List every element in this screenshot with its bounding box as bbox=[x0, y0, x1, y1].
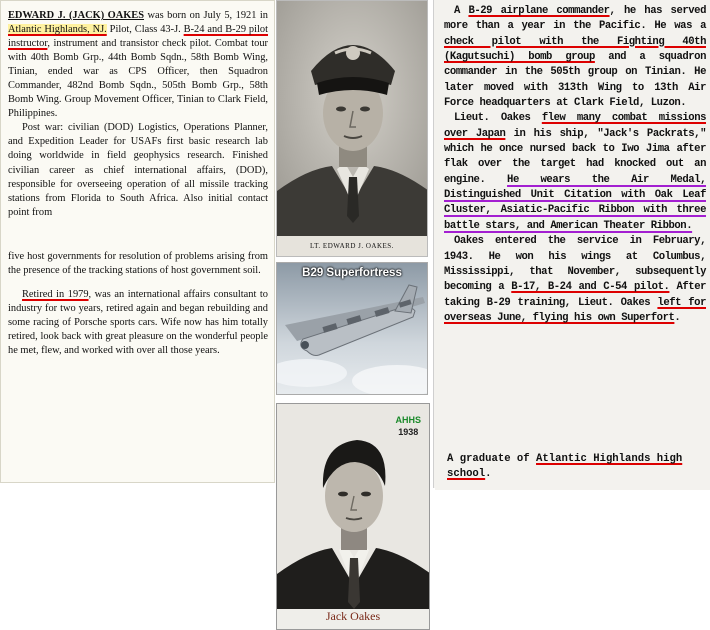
bio-paragraph-3: five host governments for resolution of problems arising from the presence of the tracking stations of host government soil. bbox=[8, 250, 268, 276]
medals-highlight: He wears the Air Medal, Distinguished Unit Citation with Oak Leaf Cluster, Asiatic-Pacific Ribbon with three battle stars, and American Theater Ribbon. bbox=[444, 173, 706, 232]
portrait-image bbox=[277, 1, 428, 236]
check-pilot-highlight: check pilot with the Fighting 40th (Kagutsuchi) bomb group bbox=[444, 35, 706, 64]
commander-highlight: B-29 airplane commander bbox=[468, 5, 610, 17]
biography-clipping bbox=[0, 0, 275, 483]
yearbook-photo bbox=[276, 403, 430, 630]
bio-paragraph-4: Retired in 1979, was an international affairs consultant to industry for two years, retired again and began rebuilding and some racing of Porsche sports cars. Wife now has him totally retired, look back with great pleasure on the wonderful people he met, flew, and worked with over all those years. bbox=[8, 288, 268, 356]
b29-photo bbox=[276, 262, 428, 395]
portrait-caption: LT. EDWARD J. OAKES. bbox=[310, 242, 394, 250]
portrait-photo bbox=[276, 0, 428, 257]
graduate-note bbox=[435, 444, 710, 490]
news-paragraph-3: Oakes entered the service in February, 1943. He won his wings at Columbus, Mississippi, that November, subsequently becoming a B-17, B-24 and C-54 pilot. After taking B-29 training, Lieut. Oakes left for overseas June, flying his own Superfort. bbox=[444, 235, 707, 324]
news-paragraph-4: A graduate of Atlantic Highlands high school. bbox=[447, 453, 683, 480]
school-highlight: Atlantic Highlands high school bbox=[447, 453, 683, 480]
b29-label: B29 Superfortress bbox=[302, 267, 402, 279]
overseas-highlight: left for overseas June, flying his own Superfort bbox=[444, 296, 706, 324]
subject-name: EDWARD J. (JACK) OAKES bbox=[8, 10, 145, 21]
bio-paragraph-1: EDWARD J. (JACK) OAKES was born on July 5, 1921 in Atlantic Highlands, NJ. Pilot, Class 43-J. B-24 and B-29 pilot instructor, instrument and transistor check pilot. Combat tour with 40th Bomb Grp., 44th Bomb Sqdn., 58th Bomb Wing, Tinian, ended war as CPS Officer, then Squadron Commander, 482nd Bomb Sqdn., 505th Bomb Grp., 58th Bomb Wing. Group Movement Officer, Tinian to Clark Field, Philippines. bbox=[8, 10, 268, 120]
school-tag: AHHS bbox=[395, 415, 421, 425]
yearbook-tag bbox=[395, 414, 421, 438]
news-paragraph-2: Lieut. Oakes flew many combat missions over Japan in his ship, "Jack's Packrats," which he once nursed back to Iwo Jima after flak over the target had knocked out an engine. He wears the Air Medal, Distinguished Unit Citation with Oak Leaf Cluster, Asiatic-Pacific Ribbon with three battle stars, and American Theater Ribbon. bbox=[444, 112, 707, 232]
yearbook-caption: Jack Oakes bbox=[325, 609, 381, 623]
b29-airplane-image bbox=[277, 263, 428, 395]
retired-highlight: Retired in 1979 bbox=[22, 288, 89, 300]
combat-missions-highlight: flew many combat missions over Japan bbox=[444, 112, 707, 140]
pilot-role-highlight: B-24 and B-29 pilot instructor bbox=[8, 24, 268, 50]
aircraft-highlight: B-17, B-24 and C-54 pilot. bbox=[511, 281, 670, 294]
news-paragraph-1: A B-29 airplane commander, he has served more than a year in the Pacific. He was a check pilot with the Fighting 40th (Kagutsuchi) bomb group and a squadron commander in the 505th group on Tinian. He later moved with 313th Wing to 13th Air Force headquarters at Clark Field, Luzon. bbox=[444, 5, 706, 110]
year-tag: 1938 bbox=[398, 427, 419, 437]
hometown-highlight: Atlantic Highlands, NJ. bbox=[8, 24, 107, 36]
bio-paragraph-2: Post war: civilian (DOD) Logistics, Operations Planner, and Expedition Leader for USAFs first basic research lab doing worldwide in field geophysics research. Finished civilian career as chief international affairs, (DOD), responsible for overseeing operation of all missile tracking stations from Florida to South Africa. Also initial contact point from bbox=[8, 122, 268, 218]
newspaper-clipping bbox=[433, 0, 710, 488]
